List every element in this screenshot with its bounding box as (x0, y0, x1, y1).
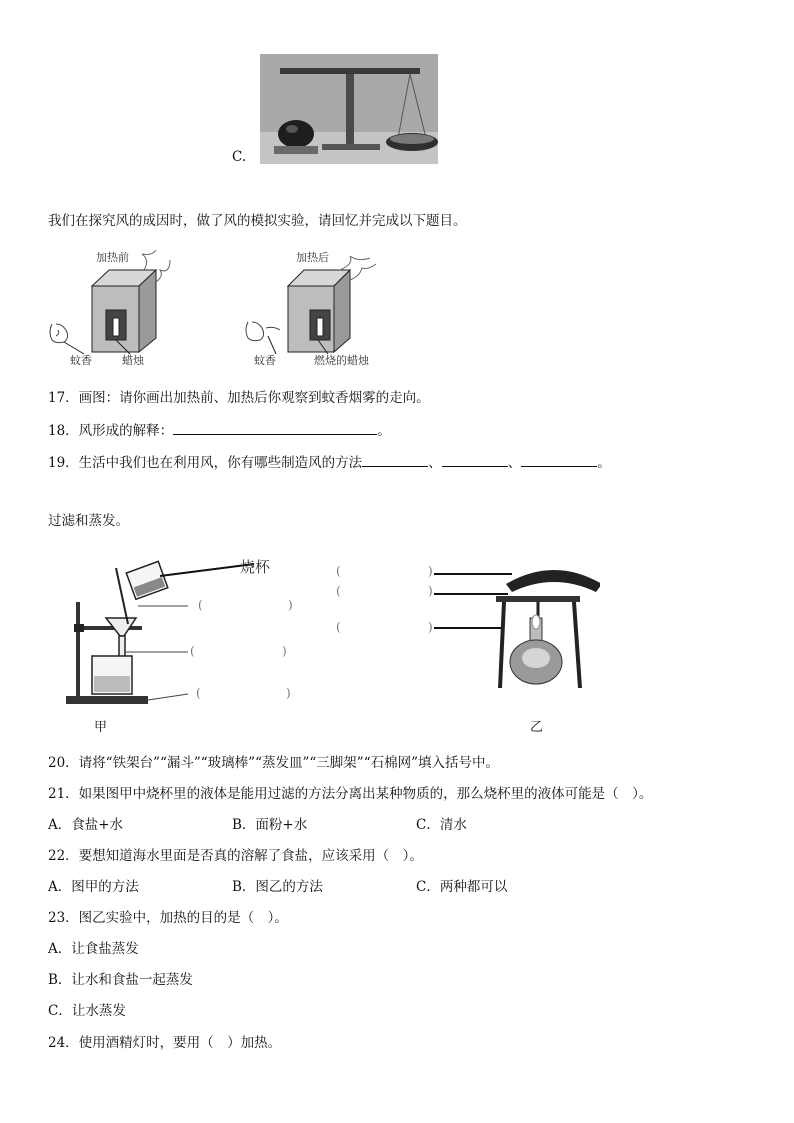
q19-answer-blank-1[interactable] (362, 452, 428, 467)
q22-option-a[interactable]: A．图甲的方法 (48, 879, 139, 895)
wind-experiment-figure (44, 246, 384, 372)
figure-a-label: 甲 (94, 720, 108, 735)
blank-paren-1-close: ) (288, 598, 293, 612)
question-19 (48, 452, 611, 472)
q21-option-b[interactable]: B．面粉+水 (232, 817, 308, 833)
burning-candle-label: 燃烧的蜡烛 (314, 354, 369, 367)
question-22: 22．要想知道海水里面是否真的溶解了食盐，应该采用（ ）。 (48, 848, 423, 864)
question-18 (48, 420, 391, 440)
evaporation-figure (430, 562, 600, 696)
blank-paren-6-open[interactable]: ( (336, 620, 341, 634)
box-after (288, 256, 376, 352)
wind-intro: 我们在探究风的成因时，做了风的模拟实验，请回忆并完成以下题目。 (48, 213, 467, 229)
incense-label-before: 蚊香 (70, 354, 92, 367)
q21-option-c[interactable]: C．清水 (416, 817, 467, 833)
question-23: 23．图乙实验中，加热的目的是（ ）。 (48, 910, 288, 926)
beaker-label: 烧杯 (240, 558, 271, 576)
question-19-text: 19．生活中我们也在利用风，你有哪些制造风的方法 (48, 455, 363, 471)
question-18-text: 18．风形成的解释： (48, 423, 174, 439)
q18-answer-blank[interactable] (173, 420, 377, 435)
blank-paren-5-close: ) (428, 584, 433, 598)
q22-option-b[interactable]: B．图乙的方法 (232, 879, 323, 895)
question-19-end: 。 (597, 455, 611, 471)
before-heating-title: 加热前 (96, 251, 129, 264)
blank-paren-4-close: ) (428, 564, 433, 578)
q23-option-c[interactable]: C．让水蒸发 (48, 1003, 126, 1019)
box-before (92, 250, 170, 352)
incense-label-after: 蚊香 (254, 354, 276, 367)
q22-option-c[interactable]: C．两种都可以 (416, 879, 508, 895)
q23-option-b[interactable]: B．让水和食盐一起蒸发 (48, 972, 193, 988)
question-21: 21．如果图甲中烧杯里的液体是能用过滤的方法分离出某种物质的，那么烧杯里的液体可能是（ ）。 (48, 786, 653, 802)
question-24: 24．使用酒精灯时，要用（ ）加热。 (48, 1035, 282, 1051)
separator: 、 (507, 455, 522, 471)
filter-intro: 过滤和蒸发。 (48, 513, 129, 529)
figure-b-label: 乙 (530, 720, 544, 735)
balance-scale-photo (260, 54, 438, 164)
blank-paren-2-close: ) (282, 644, 287, 658)
blank-paren-3-close: ) (286, 686, 291, 700)
blank-paren-2-open[interactable]: ( (190, 644, 195, 658)
candle-label: 蜡烛 (122, 354, 144, 367)
q23-option-a[interactable]: A．让食盐蒸发 (48, 941, 139, 957)
option-c-label: C. (232, 149, 247, 165)
blank-paren-3-open[interactable]: ( (196, 686, 201, 700)
blank-paren-6-close: ) (428, 620, 433, 634)
q19-answer-blank-3[interactable] (521, 452, 597, 467)
incense-before (50, 324, 68, 343)
question-18-end: 。 (377, 423, 391, 439)
after-heating-title: 加热后 (296, 251, 329, 264)
incense-after (246, 322, 280, 341)
question-17: 17．画图：请你画出加热前、加热后你观察到蚊香烟雾的走向。 (48, 390, 430, 406)
q21-option-a[interactable]: A．食盐+水 (48, 817, 124, 833)
blank-paren-4-open[interactable]: ( (336, 564, 341, 578)
q19-answer-blank-2[interactable] (442, 452, 508, 467)
separator: 、 (428, 455, 442, 471)
filtration-figure (58, 552, 318, 738)
blank-paren-5-open[interactable]: ( (336, 584, 341, 598)
question-20: 20．请将“铁架台”“漏斗”“玻璃棒”“蒸发皿”“三脚架”“石棉网”填入括号中。 (48, 755, 499, 771)
blank-paren-1-open[interactable]: ( (198, 598, 203, 612)
